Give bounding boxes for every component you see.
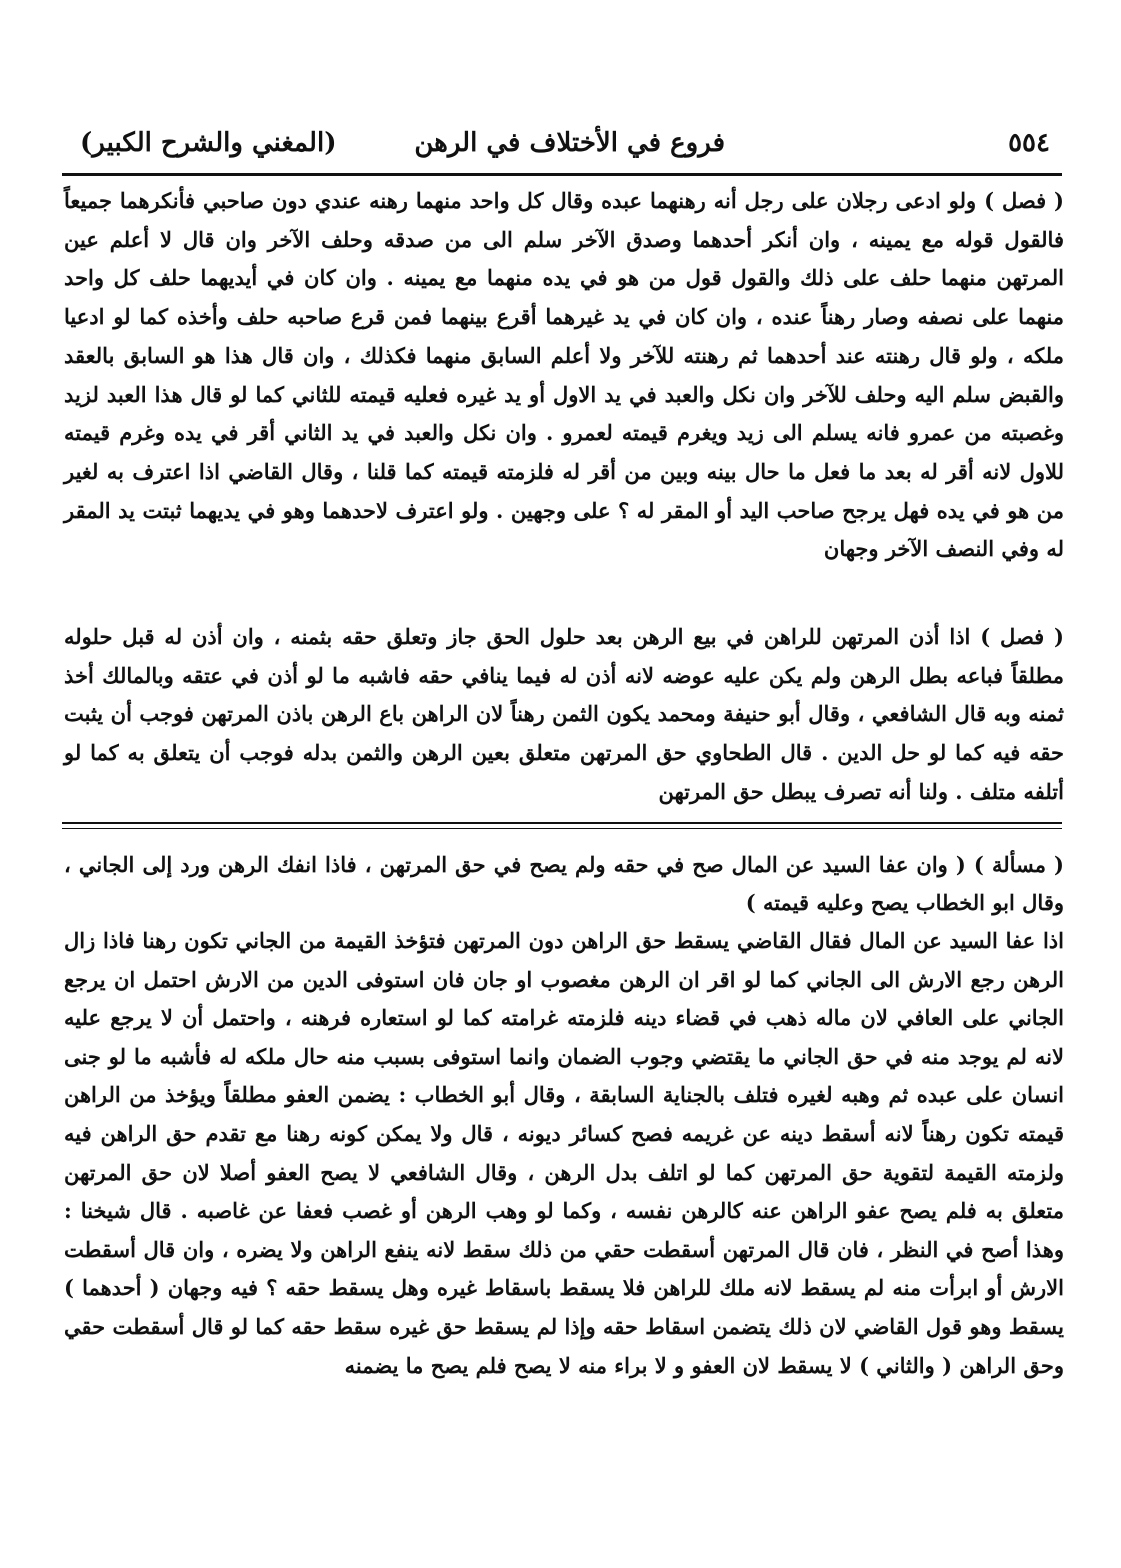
chapter-title: فروع في الأختلاف في الرهن — [414, 128, 725, 158]
matn-section — [64, 846, 1064, 922]
book-title: (المغني والشرح الكبير) — [80, 128, 337, 158]
page-number: ٥٥٤ — [1008, 128, 1050, 158]
header-rule — [62, 173, 1062, 176]
fasl-paragraph-1: ( فصل ) ولو ادعى رجلان على رجل أنه رهنهما عبده وقال كل واحد منهما رهنه عندي دون صاحبي فأنكرهما جميعاً فالقول قوله مع يمينه ، وان أنكر أحدهما وصدق الآخر سلم الى من صدقه وحلف الآخر وان قال لا أعلم عين المرتهن منهما حلف على ذلك والقول قول من هو في يده منهما مع يمينه . وان كان في أيديهما حلف كل واحد منهما على نصفه وصار رهناً عنده ، وان كان في يد غيرهما أقرع بينهما فمن قرع صاحبه حلف وأخذه كما لو ادعيا ملكه ، ولو قال رهنته عند أحدهما ثم رهنته للآخر ولا أعلم السابق منهما فكذلك ، وان قال هذا هو السابق بالعقد والقبض سلم اليه وحلف للآخر وان نكل والعبد في يد الاول أو يد غيره فعليه قيمته للثاني كما لو قال هذا العبد لزيد وغصبته من عمرو فانه يسلم الى زيد ويغرم قيمته لعمرو . وان نكل والعبد في يد الثاني أقر في يده وغرم قيمته للاول لانه أقر له بعد ما فعل ما حال بينه وبين من أقر له فلزمته قيمته كما قلنا ، وقال القاضي اذا اعترف به لغير من هو في يده فهل يرجح صاحب اليد أو المقر له ؟ على وجهين . ولو اعترف لاحدهما وهو في يديهما ثبتت يد المقر له وفي النصف الآخر وجهان — [64, 188, 1064, 562]
sharh-section-1 — [64, 182, 1064, 569]
commentary-paragraph: اذا عفا السيد عن المال فقال القاضي يسقط حق الراهن دون المرتهن فتؤخذ القيمة من الجاني تكون رهنا فاذا زال الرهن رجع الارش الى الجاني كما لو اقر ان الرهن مغصوب او جان فان استوفى الدين من الارش احتمل ان يرجع الجاني على العافي لان ماله ذهب في قضاء دينه فلزمته غرامته كما لو استعاره فرهنه ، واحتمل أن لا يرجع عليه لانه لم يوجد منه في حق الجاني ما يقتضي وجوب الضمان وانما استوفى بسبب منه حال ملكه له فأشبه ما لو جنى انسان على عبده ثم وهبه لغيره فتلف بالجناية السابقة ، وقال أبو الخطاب : يضمن العفو مطلقاً ويؤخذ من الراهن قيمته تكون رهناً لانه أسقط دينه عن غريمه فصح كسائر ديونه ، قال ولا يمكن كونه رهنا مع تقدم حق الراهن فيه ولزمته القيمة لتقوية حق المرتهن كما لو اتلف بدل الرهن ، وقال الشافعي لا يصح العفو أصلا لان حق المرتهن متعلق به فلم يصح عفو الراهن عنه كالرهن نفسه ، وكما لو وهب الرهن أو غصب فعفا عن غاصبه . قال شيخنا : وهذا أصح في النظر ، فان قال المرتهن أسقطت حقي من ذلك سقط لانه ينفع الراهن ولا يضره ، وان قال أسقطت الارش أو ابرأت منه لم يسقط لانه ملك للراهن فلا يسقط باسقاط غيره وهل يسقط حقه ؟ فيه وجهان ( أحدهما ) يسقط وهو قول القاضي لان ذلك يتضمن اسقاط حقه وإذا لم يسقط حق غيره سقط حقه كما لو قال أسقطت حقي وحق الراهن ( والثاني ) لا يسقط لان العفو و لا براء منه لا يصح فلم يصح ما يضمنه — [64, 928, 1064, 1378]
masala-paragraph: ( مسألة ) ( وان عفا السيد عن المال صح في حقه ولم يصح في حق المرتهن ، فاذا انفك الرهن ورد إلى الجاني ، وقال ابو الخطاب يصح وعليه قيمته ) — [64, 852, 1064, 915]
sharh-section-2 — [64, 618, 1064, 812]
section-divider-thin — [62, 828, 1062, 829]
section-divider — [62, 822, 1062, 824]
running-header — [60, 128, 1060, 168]
commentary-section — [64, 922, 1064, 1385]
fasl-paragraph-2: ( فصل ) اذا أذن المرتهن للراهن في بيع الرهن بعد حلول الحق جاز وتعلق حقه بثمنه ، وان أذن له قبل حلوله مطلقاً فباعه بطل الرهن ولم يكن عليه عوضه لانه أذن له فيما ينافي حقه فاشبه ما لو أذن في عتقه وبالمالك أخذ ثمنه وبه قال الشافعي ، وقال أبو حنيفة ومحمد يكون الثمن رهناً لان الراهن باع الرهن باذن المرتهن فوجب أن يثبت حقه فيه كما لو حل الدين . قال الطحاوي حق المرتهن متعلق بعين الرهن والثمن بدله فوجب أن يتعلق به كما لو أتلفه متلف . ولنا أنه تصرف يبطل حق المرتهن — [64, 624, 1064, 804]
